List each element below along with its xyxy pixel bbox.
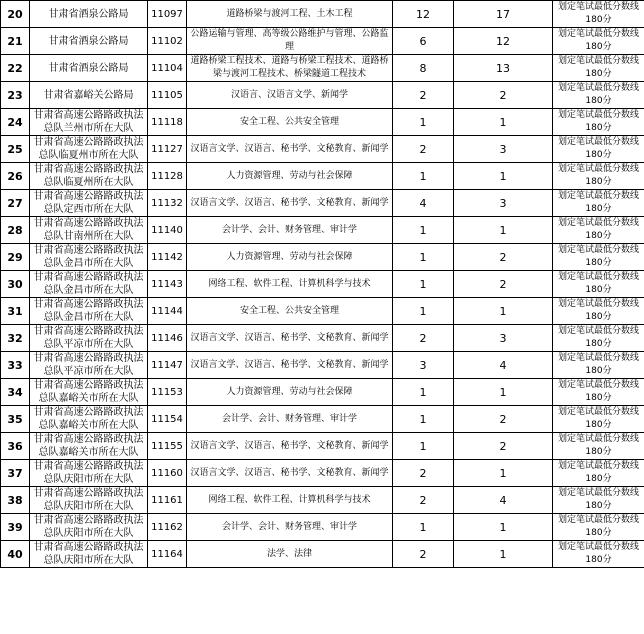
table-row [1,433,644,460]
row-number: 40 [1,541,30,568]
employer-unit: 甘肃省高速公路路政执法总队临夏州市所在大队 [30,136,148,163]
hiring-count: 2 [393,487,454,514]
employer-unit: 甘肃省酒泉公路局 [30,28,148,55]
position-code: 11164 [148,541,187,568]
major-requirement: 道路桥梁工程技术、道路与桥梁工程技术、道路桥梁与渡河工程技术、桥梁隧道工程技术 [187,55,393,82]
row-number: 33 [1,352,30,379]
hiring-count: 2 [393,82,454,109]
row-number: 20 [1,1,30,28]
score-line-note: 划定笔试最低分数线180分 [553,28,644,55]
hiring-count: 1 [393,163,454,190]
score-line-note: 划定笔试最低分数线180分 [553,460,644,487]
table-body [1,1,644,568]
employer-unit: 甘肃省高速公路路政执法总队兰州市所在大队 [30,109,148,136]
major-requirement: 安全工程、公共安全管理 [187,109,393,136]
employer-unit: 甘肃省高速公路路政执法总队嘉峪关市所在大队 [30,433,148,460]
major-requirement: 法学、法律 [187,541,393,568]
position-code: 11128 [148,163,187,190]
row-number: 32 [1,325,30,352]
table-row [1,298,644,325]
examinee-count: 1 [454,514,553,541]
examinee-count: 4 [454,487,553,514]
examinee-count: 2 [454,271,553,298]
row-number: 23 [1,82,30,109]
row-number: 38 [1,487,30,514]
examinee-count: 13 [454,55,553,82]
row-number: 21 [1,28,30,55]
examinee-count: 2 [454,82,553,109]
table-row [1,28,644,55]
hiring-count: 1 [393,433,454,460]
employer-unit: 甘肃省高速公路路政执法总队金昌市所在大队 [30,298,148,325]
hiring-count: 1 [393,514,454,541]
table-row [1,82,644,109]
row-number: 35 [1,406,30,433]
table-row [1,244,644,271]
hiring-count: 6 [393,28,454,55]
score-line-note: 划定笔试最低分数线180分 [553,244,644,271]
employer-unit: 甘肃省高速公路路政执法总队金昌市所在大队 [30,244,148,271]
major-requirement: 汉语言文学、汉语言、秘书学、文秘教育、新闻学 [187,136,393,163]
major-requirement: 人力资源管理、劳动与社会保障 [187,244,393,271]
major-requirement: 汉语言文学、汉语言、秘书学、文秘教育、新闻学 [187,325,393,352]
row-number: 30 [1,271,30,298]
employer-unit: 甘肃省高速公路路政执法总队嘉峪关市所在大队 [30,406,148,433]
position-code: 11161 [148,487,187,514]
row-number: 22 [1,55,30,82]
hiring-count: 2 [393,460,454,487]
position-code: 11105 [148,82,187,109]
major-requirement: 会计学、会计、财务管理、审计学 [187,406,393,433]
table-row [1,541,644,568]
score-line-note: 划定笔试最低分数线180分 [553,136,644,163]
examinee-count: 1 [454,109,553,136]
major-requirement: 汉语言文学、汉语言、秘书学、文秘教育、新闻学 [187,433,393,460]
examinee-count: 17 [454,1,553,28]
row-number: 37 [1,460,30,487]
table-row [1,1,644,28]
hiring-count: 1 [393,271,454,298]
employer-unit: 甘肃省高速公路路政执法总队嘉峪关市所在大队 [30,379,148,406]
table-row [1,325,644,352]
hiring-count: 2 [393,541,454,568]
examinee-count: 3 [454,190,553,217]
score-line-note: 划定笔试最低分数线180分 [553,217,644,244]
table-row [1,55,644,82]
row-number: 28 [1,217,30,244]
major-requirement: 安全工程、公共安全管理 [187,298,393,325]
examinee-count: 3 [454,136,553,163]
score-line-note: 划定笔试最低分数线180分 [553,379,644,406]
position-code: 11153 [148,379,187,406]
position-code: 11147 [148,352,187,379]
table-row [1,109,644,136]
employer-unit: 甘肃省高速公路路政执法总队庆阳市所在大队 [30,460,148,487]
score-line-note: 划定笔试最低分数线180分 [553,325,644,352]
row-number: 29 [1,244,30,271]
major-requirement: 道路桥梁与渡河工程、土木工程 [187,1,393,28]
hiring-count: 1 [393,406,454,433]
examinee-count: 1 [454,460,553,487]
hiring-count: 12 [393,1,454,28]
employer-unit: 甘肃省高速公路路政执法总队庆阳市所在大队 [30,541,148,568]
employer-unit: 甘肃省高速公路路政执法总队甘南州所在大队 [30,217,148,244]
score-line-note: 划定笔试最低分数线180分 [553,1,644,28]
row-number: 39 [1,514,30,541]
table-row [1,406,644,433]
hiring-count: 2 [393,325,454,352]
table-row [1,163,644,190]
major-requirement: 公路运输与管理、高等级公路维护与管理、公路监理 [187,28,393,55]
position-code: 11143 [148,271,187,298]
score-line-note: 划定笔试最低分数线180分 [553,433,644,460]
employer-unit: 甘肃省酒泉公路局 [30,1,148,28]
hiring-count: 1 [393,379,454,406]
major-requirement: 汉语言、汉语言文学、新闻学 [187,82,393,109]
row-number: 36 [1,433,30,460]
examinee-count: 1 [454,163,553,190]
score-line-note: 划定笔试最低分数线180分 [553,271,644,298]
hiring-count: 3 [393,352,454,379]
major-requirement: 人力资源管理、劳动与社会保障 [187,163,393,190]
score-line-note: 划定笔试最低分数线180分 [553,514,644,541]
examinee-count: 1 [454,298,553,325]
score-line-note: 划定笔试最低分数线180分 [553,190,644,217]
row-number: 31 [1,298,30,325]
table-row [1,352,644,379]
major-requirement: 网络工程、软件工程、计算机科学与技术 [187,271,393,298]
major-requirement: 汉语言文学、汉语言、秘书学、文秘教育、新闻学 [187,460,393,487]
position-code: 11132 [148,190,187,217]
examinee-count: 3 [454,325,553,352]
table-row [1,514,644,541]
position-code: 11097 [148,1,187,28]
employer-unit: 甘肃省高速公路路政执法总队金昌市所在大队 [30,271,148,298]
row-number: 26 [1,163,30,190]
score-line-note: 划定笔试最低分数线180分 [553,163,644,190]
table-row [1,487,644,514]
position-code: 11144 [148,298,187,325]
position-code: 11142 [148,244,187,271]
position-code: 11102 [148,28,187,55]
employer-unit: 甘肃省高速公路路政执法总队庆阳市所在大队 [30,514,148,541]
position-code: 11160 [148,460,187,487]
employer-unit: 甘肃省高速公路路政执法总队平凉市所在大队 [30,325,148,352]
examinee-count: 1 [454,541,553,568]
position-code: 11162 [148,514,187,541]
position-code: 11146 [148,325,187,352]
hiring-count: 2 [393,136,454,163]
table-row [1,460,644,487]
major-requirement: 人力资源管理、劳动与社会保障 [187,379,393,406]
row-number: 27 [1,190,30,217]
hiring-count: 4 [393,190,454,217]
position-code: 11140 [148,217,187,244]
table-row [1,217,644,244]
examinee-count: 2 [454,406,553,433]
major-requirement: 会计学、会计、财务管理、审计学 [187,217,393,244]
major-requirement: 汉语言文学、汉语言、秘书学、文秘教育、新闻学 [187,352,393,379]
position-code: 11155 [148,433,187,460]
hiring-count: 8 [393,55,454,82]
employer-unit: 甘肃省高速公路路政执法总队庆阳市所在大队 [30,487,148,514]
score-line-note: 划定笔试最低分数线180分 [553,82,644,109]
score-line-note: 划定笔试最低分数线180分 [553,298,644,325]
major-requirement: 会计学、会计、财务管理、审计学 [187,514,393,541]
examinee-count: 4 [454,352,553,379]
employer-unit: 甘肃省嘉峪关公路局 [30,82,148,109]
score-line-note: 划定笔试最低分数线180分 [553,55,644,82]
employer-unit: 甘肃省高速公路路政执法总队平凉市所在大队 [30,352,148,379]
examinee-count: 2 [454,433,553,460]
score-line-note: 划定笔试最低分数线180分 [553,487,644,514]
score-line-note: 划定笔试最低分数线180分 [553,541,644,568]
position-code: 11104 [148,55,187,82]
position-code: 11154 [148,406,187,433]
examinee-count: 12 [454,28,553,55]
major-requirement: 汉语言文学、汉语言、秘书学、文秘教育、新闻学 [187,190,393,217]
examinee-count: 1 [454,217,553,244]
row-number: 24 [1,109,30,136]
employer-unit: 甘肃省高速公路路政执法总队临夏州所在大队 [30,163,148,190]
score-line-note: 划定笔试最低分数线180分 [553,406,644,433]
employer-unit: 甘肃省高速公路路政执法总队定西市所在大队 [30,190,148,217]
position-code: 11118 [148,109,187,136]
position-code: 11127 [148,136,187,163]
row-number: 34 [1,379,30,406]
hiring-count: 1 [393,298,454,325]
hiring-count: 1 [393,217,454,244]
table-row [1,271,644,298]
employer-unit: 甘肃省酒泉公路局 [30,55,148,82]
table-row [1,190,644,217]
score-line-note: 划定笔试最低分数线180分 [553,352,644,379]
table-row [1,379,644,406]
score-line-note: 划定笔试最低分数线180分 [553,109,644,136]
examinee-count: 1 [454,379,553,406]
examinee-count: 2 [454,244,553,271]
hiring-count: 1 [393,244,454,271]
hiring-count: 1 [393,109,454,136]
table-row [1,136,644,163]
row-number: 25 [1,136,30,163]
major-requirement: 网络工程、软件工程、计算机科学与技术 [187,487,393,514]
